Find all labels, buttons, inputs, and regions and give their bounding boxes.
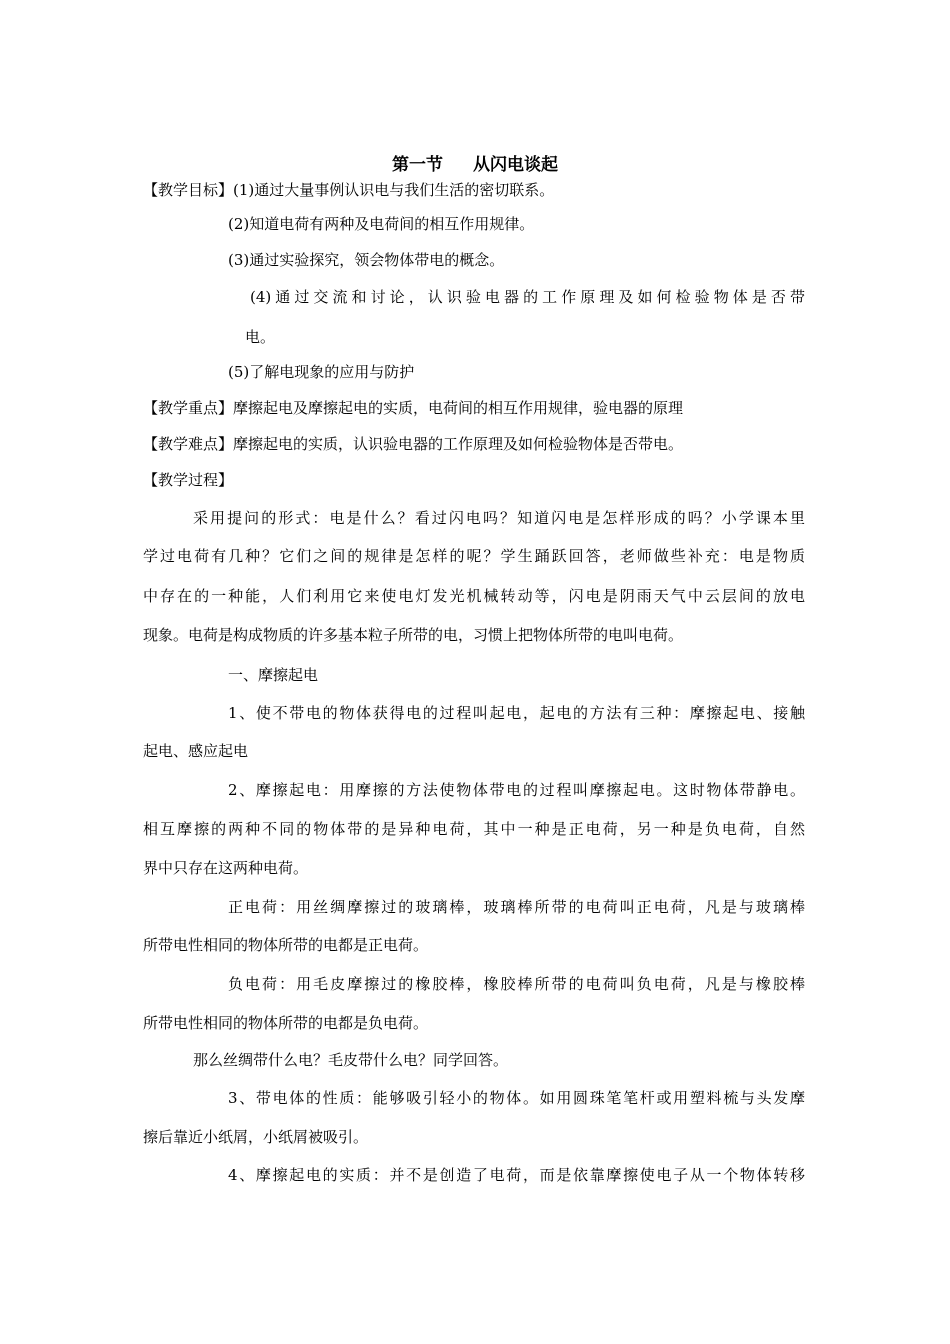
body-line: 1、使不带电的物体获得电的过程叫起电，起电的方法有三种：摩擦起电、接触 (228, 704, 805, 722)
body-line: 正电荷：用丝绸摩擦过的玻璃棒，玻璃棒所带的电荷叫正电荷，凡是与玻璃棒 (228, 898, 805, 916)
objective-item: (4)通过交流和讨论，认识验电器的工作原理及如何检验物体是否带 (250, 288, 805, 306)
objective-item: (3)通过实验探究，领会物体带电的概念。 (228, 251, 505, 269)
process-label: 【教学过程】 (143, 471, 234, 489)
body-line: 起电、感应起电 (143, 742, 249, 760)
body-line: 那么丝绸带什么电？毛皮带什么电？同学回答。 (193, 1051, 509, 1069)
body-line: 所带电性相同的物体所带的电都是正电荷。 (143, 936, 429, 954)
section-number: 第一节 (392, 155, 443, 175)
difficulties-label: 【教学难点】 (143, 435, 234, 453)
key-points-text: 摩擦起电及摩擦起电的实质，电荷间的相互作用规律，验电器的原理 (233, 399, 684, 417)
objective-item: (2)知道电荷有两种及电荷间的相互作用规律。 (228, 215, 535, 233)
objective-item: (5)了解电现象的应用与防护 (228, 363, 415, 381)
body-line: 4、摩擦起电的实质：并不是创造了电荷，而是依靠摩擦使电子从一个物体转移 (228, 1166, 805, 1184)
body-line: 擦后靠近小纸屑，小纸屑被吸引。 (143, 1128, 369, 1146)
body-line: 中存在的一种能，人们利用它来使电灯发光机械转动等，闪电是阴雨天气中云层间的放电 (143, 587, 805, 605)
difficulties-row (143, 434, 683, 454)
body-line: 学过电荷有几种？它们之间的规律是怎样的呢？学生踊跃回答，老师做些补充：电是物质 (143, 547, 805, 565)
objectives-row (143, 180, 554, 200)
body-line: 负电荷：用毛皮摩擦过的橡胶棒，橡胶棒所带的电荷叫负电荷，凡是与橡胶棒 (228, 975, 805, 993)
difficulties-text: 摩擦起电的实质，认识验电器的工作原理及如何检验物体是否带电。 (233, 435, 684, 453)
body-line: 2、摩擦起电：用摩擦的方法使物体带电的过程叫摩擦起电。这时物体带静电。 (228, 781, 805, 799)
objective-item: (1)通过大量事例认识电与我们生活的密切联系。 (233, 181, 555, 199)
body-line: 现象。电荷是构成物质的许多基本粒子所带的电，习惯上把物体所带的电叫电荷。 (143, 626, 684, 644)
section-heading: 一、摩擦起电 (228, 666, 319, 684)
key-points-label: 【教学重点】 (143, 399, 234, 417)
body-line: 所带电性相同的物体所带的电都是负电荷。 (143, 1014, 429, 1032)
page-title (0, 150, 950, 175)
body-line: 界中只存在这两种电荷。 (143, 859, 309, 877)
body-line: 采用提问的形式：电是什么？看过闪电吗？知道闪电是怎样形成的吗？小学课本里 (193, 509, 805, 527)
key-points-row (143, 398, 683, 418)
body-line: 3、带电体的性质：能够吸引轻小的物体。如用圆珠笔笔杆或用塑料梳与头发摩 (228, 1089, 805, 1107)
objectives-label: 【教学目标】 (143, 181, 234, 199)
section-title: 从闪电谈起 (473, 155, 558, 175)
body-line: 相互摩擦的两种不同的物体带的是异种电荷，其中一种是正电荷，另一种是负电荷，自然 (143, 820, 805, 838)
objective-item-continued: 电。 (245, 328, 276, 346)
